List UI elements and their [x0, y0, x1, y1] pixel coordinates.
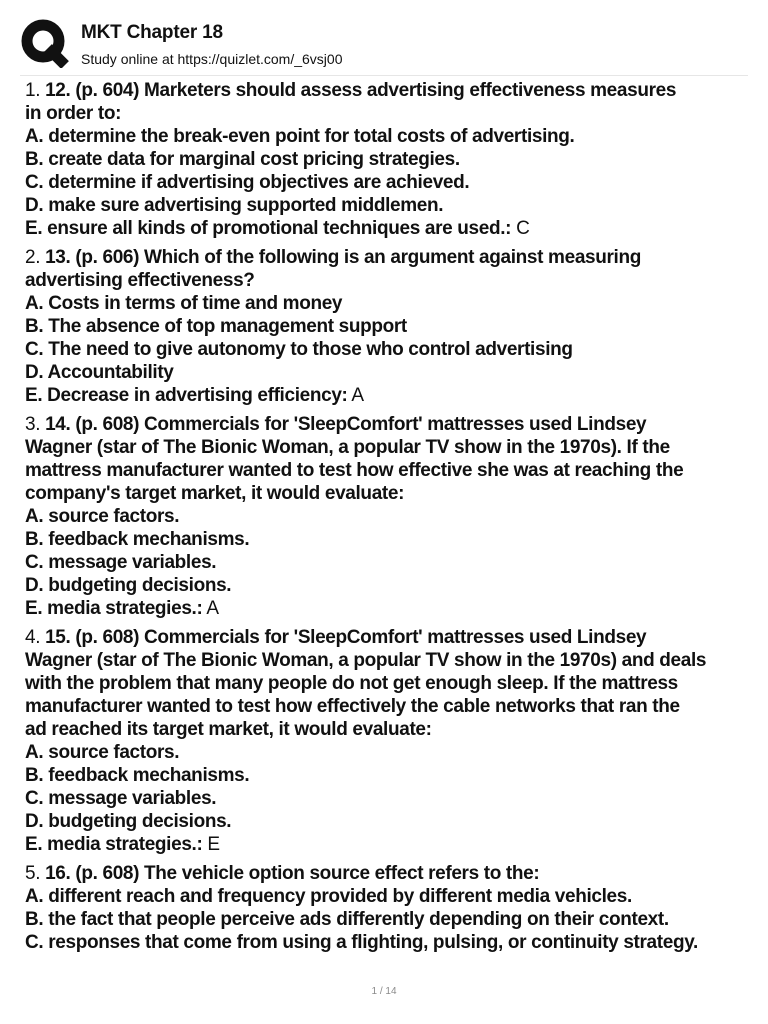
- option-text: C. message variables.: [25, 552, 217, 573]
- option-text: E. media strategies.:: [25, 598, 203, 619]
- question-number: 2.: [25, 247, 41, 268]
- answer-option: [25, 597, 749, 620]
- header-divider: [20, 75, 748, 76]
- answer-option: [25, 292, 749, 315]
- quizlet-q-logo-icon: [20, 18, 70, 68]
- answer-option: [25, 148, 749, 171]
- answer-option: [25, 384, 749, 407]
- question-item: [25, 79, 749, 240]
- question-line: [25, 626, 749, 649]
- option-text: E. Decrease in advertising efficiency:: [25, 385, 348, 406]
- answer-option: [25, 551, 749, 574]
- question-item: [25, 626, 749, 856]
- option-text: B. the fact that people perceive ads differently depending on their context.: [25, 909, 669, 930]
- question-prompt: 16. (p. 608) The vehicle option source effect refers to the:: [45, 863, 540, 884]
- question-prompt: company's target market, it would evaluate:: [25, 483, 405, 504]
- answer-option: [25, 908, 749, 931]
- answer-option: [25, 810, 749, 833]
- question-line: [25, 649, 749, 672]
- answer-option: [25, 787, 749, 810]
- option-text: A. different reach and frequency provided by different media vehicles.: [25, 886, 632, 907]
- question-line: [25, 413, 749, 436]
- option-text: E. ensure all kinds of promotional techniques are used.:: [25, 218, 512, 239]
- question-line: [25, 482, 749, 505]
- question-prompt: advertising effectiveness?: [25, 270, 255, 291]
- question-prompt: manufacturer wanted to test how effectively the cable networks that ran the: [25, 696, 680, 717]
- answer-option: [25, 833, 749, 856]
- question-number: 5.: [25, 863, 41, 884]
- option-text: D. budgeting decisions.: [25, 575, 232, 596]
- question-line: [25, 672, 749, 695]
- page-header: [0, 0, 768, 74]
- page-number: 1 / 14: [371, 986, 397, 997]
- question-list: [25, 79, 749, 960]
- question-line: [25, 436, 749, 459]
- option-text: B. create data for marginal cost pricing strategies.: [25, 149, 460, 170]
- option-text: B. The absence of top management support: [25, 316, 407, 337]
- question-line: [25, 459, 749, 482]
- answer-option: [25, 528, 749, 551]
- question-line: [25, 269, 749, 292]
- answer-option: [25, 574, 749, 597]
- answer-option: [25, 125, 749, 148]
- question-prompt: ad reached its target market, it would evaluate:: [25, 719, 432, 740]
- option-text: B. feedback mechanisms.: [25, 529, 250, 550]
- question-prompt: in order to:: [25, 103, 122, 124]
- answer-option: [25, 764, 749, 787]
- answer-option: [25, 338, 749, 361]
- option-text: D. make sure advertising supported middlemen.: [25, 195, 444, 216]
- question-line: [25, 695, 749, 718]
- question-line: [25, 102, 749, 125]
- question-line: [25, 862, 749, 885]
- correct-answer: A: [351, 385, 364, 406]
- question-prompt: 15. (p. 608) Commercials for 'SleepComfort' mattresses used Lindsey: [45, 627, 647, 648]
- study-online-link[interactable]: Study online at https://quizlet.com/_6vsj00: [81, 51, 343, 67]
- correct-answer: E: [207, 834, 220, 855]
- option-text: C. responses that come from using a flighting, pulsing, or continuity strategy.: [25, 932, 698, 953]
- answer-option: [25, 361, 749, 384]
- question-prompt: 14. (p. 608) Commercials for 'SleepComfort' mattresses used Lindsey: [45, 414, 647, 435]
- option-text: A. Costs in terms of time and money: [25, 293, 343, 314]
- document-title: MKT Chapter 18: [81, 22, 223, 43]
- question-prompt: Wagner (star of The Bionic Woman, a popular TV show in the 1970s) and deals: [25, 650, 707, 671]
- question-prompt: 12. (p. 604) Marketers should assess advertising effectiveness measures: [45, 80, 677, 101]
- question-line: [25, 79, 749, 102]
- answer-option: [25, 171, 749, 194]
- answer-option: [25, 315, 749, 338]
- answer-option: [25, 505, 749, 528]
- question-prompt: Wagner (star of The Bionic Woman, a popular TV show in the 1970s). If the: [25, 437, 670, 458]
- option-text: C. message variables.: [25, 788, 217, 809]
- option-text: C. determine if advertising objectives are achieved.: [25, 172, 470, 193]
- correct-answer: A: [206, 598, 219, 619]
- question-line: [25, 718, 749, 741]
- option-text: A. determine the break-even point for total costs of advertising.: [25, 126, 575, 147]
- option-text: E. media strategies.:: [25, 834, 203, 855]
- option-text: A. source factors.: [25, 506, 180, 527]
- answer-option: [25, 885, 749, 908]
- question-prompt: mattress manufacturer wanted to test how effective she was at reaching the: [25, 460, 684, 481]
- correct-answer: C: [516, 218, 530, 239]
- question-number: 3.: [25, 414, 41, 435]
- answer-option: [25, 194, 749, 217]
- option-text: D. budgeting decisions.: [25, 811, 232, 832]
- question-item: [25, 413, 749, 620]
- option-text: B. feedback mechanisms.: [25, 765, 250, 786]
- option-text: A. source factors.: [25, 742, 180, 763]
- question-item: [25, 862, 749, 954]
- option-text: D. Accountability: [25, 362, 174, 383]
- question-number: 4.: [25, 627, 41, 648]
- answer-option: [25, 741, 749, 764]
- question-line: [25, 246, 749, 269]
- question-item: [25, 246, 749, 407]
- question-prompt: 13. (p. 606) Which of the following is an argument against measuring: [45, 247, 641, 268]
- question-prompt: with the problem that many people do not get enough sleep. If the mattress: [25, 673, 678, 694]
- question-number: 1.: [25, 80, 41, 101]
- answer-option: [25, 931, 749, 954]
- option-text: C. The need to give autonomy to those who control advertising: [25, 339, 573, 360]
- answer-option: [25, 217, 749, 240]
